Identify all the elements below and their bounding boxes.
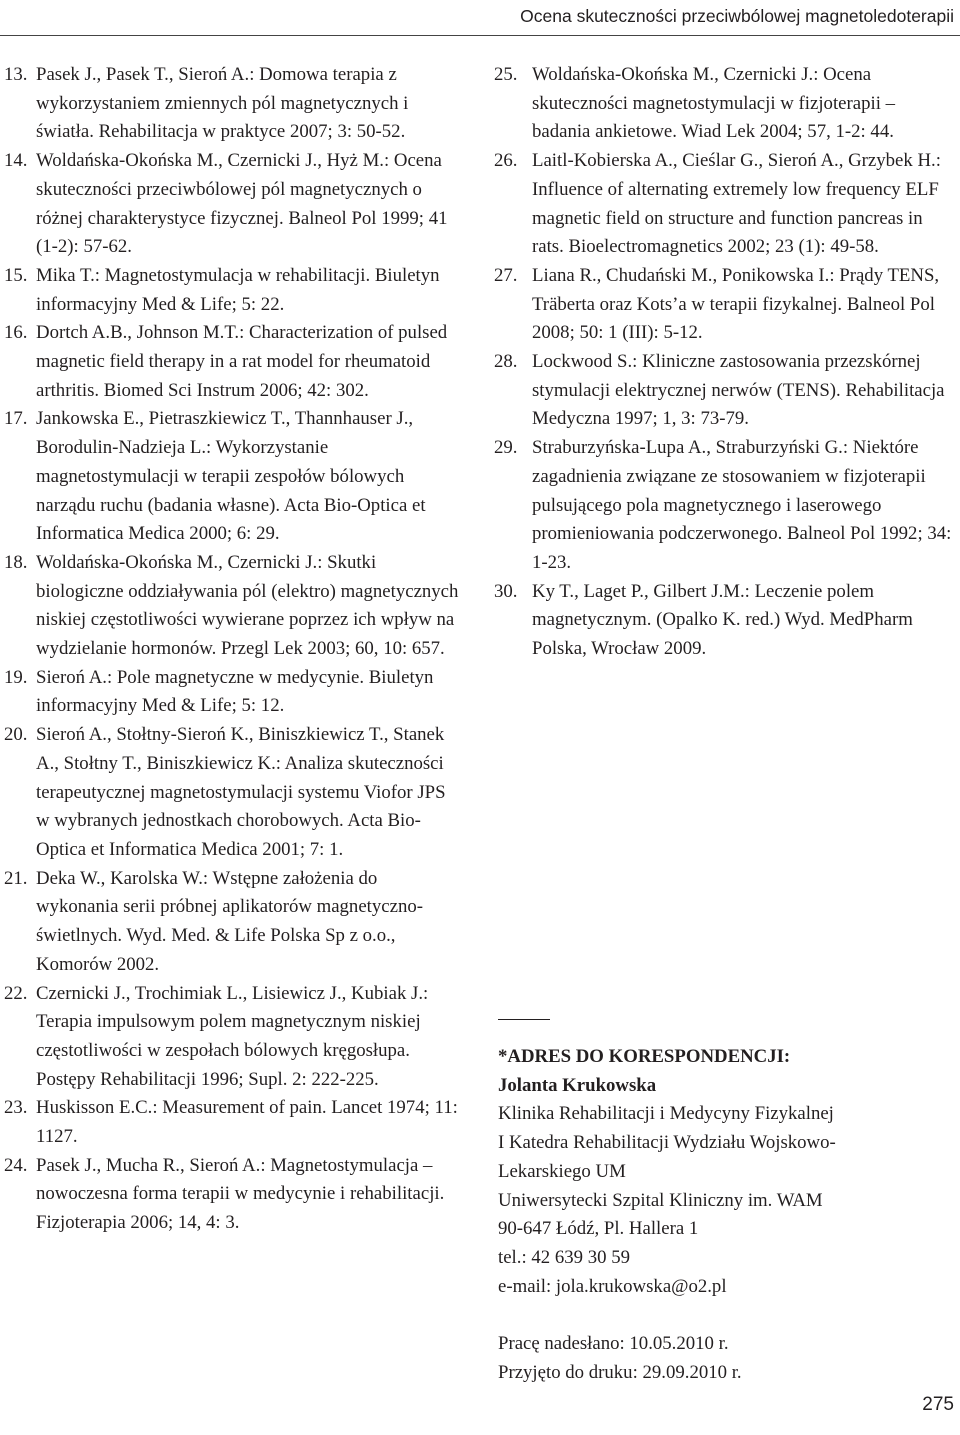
reference-number: 18. (4, 551, 28, 573)
reference-text: Lockwood S.: Kliniczne zastosowania przezskórnej stymulacji elektrycznej nerwów (TENS). Rehabilitacja Medyczna 1997; 1, 3: 73-79. (532, 351, 945, 430)
reference-number: 13. (4, 64, 28, 85)
reference-item (4, 405, 462, 549)
running-title: Ocena skuteczności przeciwbólowej magnetoledoterapii (520, 6, 954, 26)
reference-item (494, 348, 956, 434)
submitted-date: Pracę nadesłano: 10.05.2010 r. (498, 1333, 729, 1355)
reference-number: 17. (4, 408, 28, 430)
reference-text: Pasek J., Pasek T., Sieroń A.: Domowa terapia z wykorzystaniem zmiennych pól magnetycznych i światła. Rehabilitacja w praktyce 2007; 3: 50-52. (36, 64, 409, 143)
reference-number: 28. (494, 351, 518, 373)
reference-text: Deka W., Karolska W.: Wstępne założenia do wykonania serii próbnej aplikatorów magnetyczno-świetlnych. Wyd. Med. & Life Polska Sp z o.o., Komorów 2002. (36, 867, 423, 975)
reference-number: 14. (4, 150, 28, 172)
reference-item (4, 1094, 462, 1151)
address-line: 90-647 Łódź, Pl. Hallera 1 (498, 1218, 699, 1240)
reference-text: Huskisson E.C.: Measurement of pain. Lancet 1974; 11: 1127. (36, 1097, 458, 1148)
accepted-date: Przyjęto do druku: 29.09.2010 r. (498, 1361, 742, 1383)
correspondence-block (498, 1043, 958, 1387)
reference-item (494, 147, 956, 262)
reference-number: 29. (494, 437, 518, 459)
reference-text: Dortch A.B., Johnson M.T.: Characterization of pulsed magnetic field therapy in a rat model for rheumatoid arthritis. Biomed Sci Instrum 2006; 42: 302. (36, 322, 448, 401)
reference-text: Woldańska-Okońska M., Czernicki J.: Skutki biologiczne oddziaływania pól (elektro) magnetycznych niskiej częstotliwości wywierane poprzez ich wpływ na wydzielanie hormonów. Przegl Lek 2003; 60, 10: 657. (36, 551, 459, 660)
reference-text: Pasek J., Mucha R., Sieroń A.: Magnetostymulacja – nowoczesna forma terapii w medycynie i rehabilitacji. Fizjoterapia 2006; 14, 4: 3. (36, 1154, 445, 1234)
reference-number: 30. (494, 580, 518, 602)
reference-number: 20. (4, 724, 28, 746)
reference-item (4, 1152, 462, 1238)
reference-text: Mika T.: Magnetostymulacja w rehabilitacji. Biuletyn informacyjny Med & Life; 5: 22. (36, 264, 440, 315)
reference-item (4, 865, 462, 980)
correspondence-name: Jolanta Krukowska (498, 1074, 657, 1096)
address-line: I Katedra Rehabilitacji Wydziału Wojskowo- (498, 1132, 836, 1154)
reference-text: Sieroń A., Stołtny-Sieroń K., Biniszkiewicz T., Stanek A., Stołtny T., Biniszkiewicz K.: Analiza skuteczności terapeutycznej magnetostymulacji systemu Viofor JPS w wybranych jednostkach chorobowych. Acta Bio-Optica et Informatica Medica 2001; 7: 1. (36, 724, 446, 860)
reference-text: Laitl-Kobierska A., Cieślar G., Sieroń A., Grzybek H.: Influence of alternating extremely low frequency ELF magnetic field on structure and function pancreas in rats. Bioelectromagnetics 2002; 23 (1): 49-58. (532, 150, 941, 258)
page-number: 275 (922, 1394, 954, 1415)
reference-number: 24. (4, 1154, 28, 1176)
address-line: Lekarskiego UM (498, 1160, 626, 1182)
address-line: Uniwersytecki Szpital Kliniczny im. WAM (498, 1189, 823, 1211)
reference-number: 16. (4, 322, 28, 344)
address-line: Klinika Rehabilitacji i Medycyny Fizykalnej (498, 1103, 834, 1125)
reference-item (494, 434, 956, 578)
reference-text: Jankowska E., Pietraszkiewicz T., Thannhauser J., Borodulin-Nadzieja L.: Wykorzystanie magnetostymulacji w terapii zespołów bólowych narządu ruchu (badania własne). Acta Bio-Optica et Informatica Medica 2000; 6: 29. (36, 408, 426, 545)
running-header (0, 0, 960, 36)
reference-item (4, 664, 462, 721)
spacer (498, 1301, 958, 1330)
reference-number: 19. (4, 666, 28, 688)
reference-text: Straburzyńska-Lupa A., Straburzyński G.: Niektóre zagadnienia związane ze stosowaniem w fizjoterapii pulsującego pola magnetycznego i laserowego promieniowania podczerwonego. Balneol Pol 1992; 34: 1-23. (532, 437, 952, 573)
reference-item (4, 721, 462, 865)
reference-number: 25. (494, 64, 518, 85)
reference-text: Liana R., Chudański M., Ponikowska I.: Prądy TENS, Träberta oraz Kots’a w terapii fizykalnej. Balneol Pol 2008; 50: 1 (III): 5-12. (532, 264, 940, 344)
reference-item (4, 980, 462, 1095)
references-left-column (4, 61, 462, 1238)
phone-line: tel.: 42 639 30 59 (498, 1246, 630, 1268)
reference-number: 21. (4, 867, 28, 889)
reference-text: Woldańska-Okońska M., Czernicki J.: Ocena skuteczności magnetostymulacji w fizjoterapii – badania ankietowe. Wiad Lek 2004; 57, 1-2: 44. (532, 64, 895, 143)
section-divider (498, 1019, 550, 1020)
reference-text: Sieroń A.: Pole magnetyczne w medycynie. Biuletyn informacyjny Med & Life; 5: 12. (36, 666, 434, 717)
reference-item (4, 147, 462, 262)
reference-number: 15. (4, 264, 28, 286)
reference-text: Woldańska-Okońska M., Czernicki J., Hyż M.: Ocena skuteczności przeciwbólowej pól magnetycznych o różnej charakterystyce fizycznej. Balneol Pol 1999; 41 (1-2): 57-62. (36, 150, 448, 258)
reference-item (4, 61, 462, 147)
reference-text: Ky T., Laget P., Gilbert J.M.: Leczenie polem magnetycznym. (Opalko K. red.) Wyd. MedPharm Polska, Wrocław 2009. (532, 580, 913, 660)
email-line: e-mail: jola.krukowska@o2.pl (498, 1275, 727, 1297)
correspondence-heading: *ADRES DO KORESPONDENCJI: (498, 1046, 791, 1067)
reference-number: 23. (4, 1097, 28, 1119)
reference-item (4, 262, 462, 319)
reference-number: 26. (494, 150, 518, 172)
reference-item (4, 549, 462, 664)
reference-item (494, 61, 956, 147)
reference-item (494, 578, 956, 664)
reference-item (494, 262, 956, 348)
reference-number: 27. (494, 264, 518, 286)
reference-number: 22. (4, 982, 28, 1004)
reference-item (4, 319, 462, 405)
reference-text: Czernicki J., Trochimiak L., Lisiewicz J., Kubiak J.: Terapia impulsowym polem magnetycznym niskiej częstotliwości w zespołach bólowych kręgosłupa. Postępy Rehabilitacji 1996; Supl. 2: 222-225. (36, 982, 429, 1090)
references-right-column (494, 61, 956, 664)
